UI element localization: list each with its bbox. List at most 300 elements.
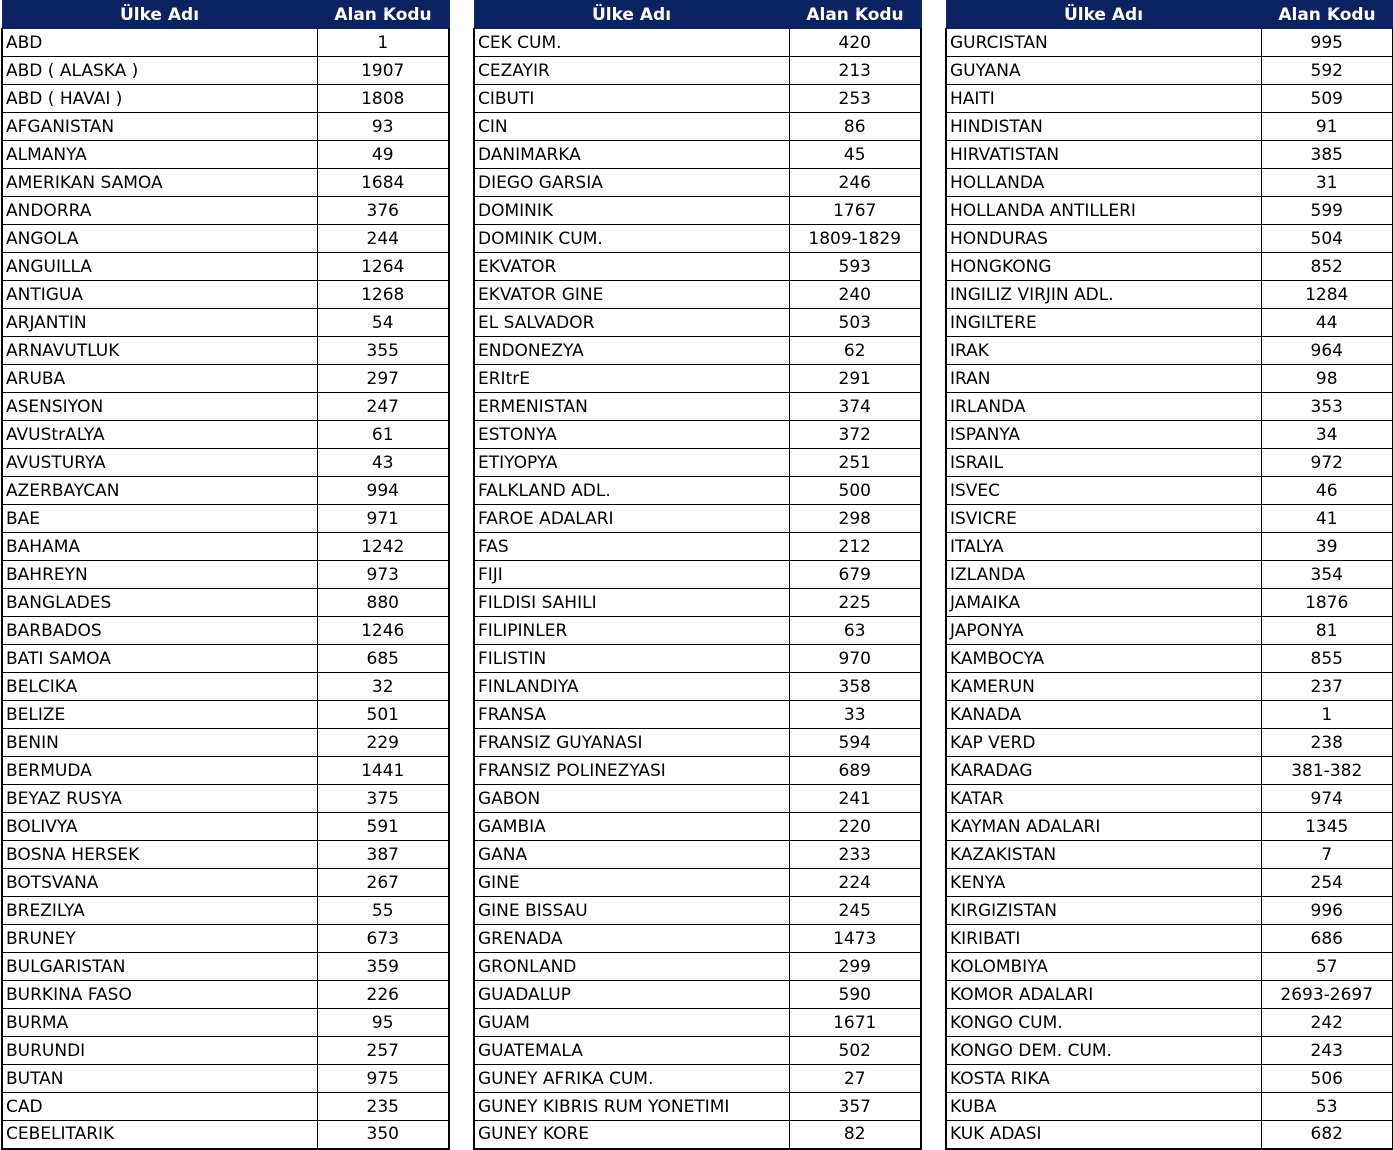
country-name-cell: IRLANDA <box>946 393 1261 421</box>
table-row <box>2 281 449 309</box>
area-code-cell: 374 <box>789 393 921 421</box>
country-name-cell: ERMENISTAN <box>474 393 789 421</box>
table-row <box>946 85 1393 113</box>
country-name-cell: AZERBAYCAN <box>2 477 317 505</box>
area-code-cell: 32 <box>317 673 449 701</box>
country-name-cell: FINLANDIYA <box>474 673 789 701</box>
area-code-cell: 358 <box>789 673 921 701</box>
country-name-cell: KONGO DEM. CUM. <box>946 1037 1261 1065</box>
table-row <box>946 29 1393 57</box>
country-name-cell: CIBUTI <box>474 85 789 113</box>
country-name-cell: ABD ( HAVAI ) <box>2 85 317 113</box>
country-name-cell: HIRVATISTAN <box>946 141 1261 169</box>
table-row <box>2 57 449 85</box>
table-row <box>2 393 449 421</box>
table-row <box>474 813 921 841</box>
country-name-cell: CIN <box>474 113 789 141</box>
area-code-cell: 247 <box>317 393 449 421</box>
country-name-cell: FAS <box>474 533 789 561</box>
area-code-cell: 591 <box>317 813 449 841</box>
country-name-cell: GUNEY AFRIKA CUM. <box>474 1065 789 1093</box>
area-code-cell: 233 <box>789 841 921 869</box>
country-name-cell: JAMAIKA <box>946 589 1261 617</box>
table-row <box>946 169 1393 197</box>
area-code-cell: 244 <box>317 225 449 253</box>
table-row <box>946 533 1393 561</box>
country-name-cell: KUBA <box>946 1093 1261 1121</box>
area-code-cell: 500 <box>789 477 921 505</box>
table-row <box>2 813 449 841</box>
table-row <box>474 505 921 533</box>
table-row <box>474 701 921 729</box>
country-name-cell: ISVEC <box>946 477 1261 505</box>
area-code-cell: 54 <box>317 309 449 337</box>
area-code-cell: 1473 <box>789 925 921 953</box>
table-row <box>474 953 921 981</box>
country-name-cell: BRUNEY <box>2 925 317 953</box>
country-name-cell: ANGOLA <box>2 225 317 253</box>
country-name-cell: ETIYOPYA <box>474 449 789 477</box>
country-header: Ülke Adı <box>946 1 1261 29</box>
country-name-cell: ISRAIL <box>946 449 1261 477</box>
area-code-cell: 372 <box>789 421 921 449</box>
table-row <box>946 393 1393 421</box>
area-code-cell: 251 <box>789 449 921 477</box>
country-name-cell: KAMERUN <box>946 673 1261 701</box>
country-name-cell: GUNEY KORE <box>474 1121 789 1149</box>
country-name-cell: AVUStrALYA <box>2 421 317 449</box>
country-name-cell: ENDONEZYA <box>474 337 789 365</box>
area-code-cell: 242 <box>1261 1009 1393 1037</box>
country-name-cell: GUNEY KIBRIS RUM YONETIMI <box>474 1093 789 1121</box>
country-name-cell: DANIMARKA <box>474 141 789 169</box>
country-name-cell: BANGLADES <box>2 589 317 617</box>
area-code-cell: 995 <box>1261 29 1393 57</box>
table-row <box>946 701 1393 729</box>
table-row <box>474 365 921 393</box>
area-code-cell: 682 <box>1261 1121 1393 1149</box>
area-code-cell: 381-382 <box>1261 757 1393 785</box>
country-name-cell: GANA <box>474 841 789 869</box>
table-row <box>2 225 449 253</box>
country-name-cell: ISVICRE <box>946 505 1261 533</box>
table-row <box>474 1009 921 1037</box>
table-row <box>474 533 921 561</box>
table-row <box>946 1065 1393 1093</box>
country-name-cell: HAITI <box>946 85 1261 113</box>
area-code-cell: 855 <box>1261 645 1393 673</box>
country-name-cell: FIJI <box>474 561 789 589</box>
table-row <box>946 449 1393 477</box>
area-code-cell: 509 <box>1261 85 1393 113</box>
country-name-cell: KOMOR ADALARI <box>946 981 1261 1009</box>
country-name-cell: KOSTA RIKA <box>946 1065 1261 1093</box>
country-name-cell: INGILIZ VIRJIN ADL. <box>946 281 1261 309</box>
table-row <box>946 869 1393 897</box>
table-row <box>474 841 921 869</box>
table-row <box>2 869 449 897</box>
area-code-cell: 82 <box>789 1121 921 1149</box>
area-code-cell: 241 <box>789 785 921 813</box>
table-row <box>2 337 449 365</box>
country-name-cell: BUTAN <box>2 1065 317 1093</box>
area-code-cell: 679 <box>789 561 921 589</box>
country-name-cell: AFGANISTAN <box>2 113 317 141</box>
country-name-cell: EL SALVADOR <box>474 309 789 337</box>
table-row <box>2 617 449 645</box>
area-code-cell: 229 <box>317 729 449 757</box>
country-name-cell: KARADAG <box>946 757 1261 785</box>
area-code-cell: 355 <box>317 337 449 365</box>
table-row <box>2 757 449 785</box>
table-row <box>474 141 921 169</box>
area-code-cell: 57 <box>1261 953 1393 981</box>
country-name-cell: ABD <box>2 29 317 57</box>
area-code-cell: 1268 <box>317 281 449 309</box>
table-row <box>2 1009 449 1037</box>
country-name-cell: BERMUDA <box>2 757 317 785</box>
area-code-cell: 420 <box>789 29 921 57</box>
area-code-cell: 1246 <box>317 617 449 645</box>
country-name-cell: ARJANTIN <box>2 309 317 337</box>
table-row <box>474 393 921 421</box>
table-row <box>2 673 449 701</box>
table-row <box>474 673 921 701</box>
country-name-cell: AMERIKAN SAMOA <box>2 169 317 197</box>
country-name-cell: DOMINIK <box>474 197 789 225</box>
table-row <box>474 981 921 1009</box>
country-name-cell: FILDISI SAHILI <box>474 589 789 617</box>
table-row <box>2 645 449 673</box>
table-row <box>2 113 449 141</box>
area-code-cell: 237 <box>1261 673 1393 701</box>
country-name-cell: FILISTIN <box>474 645 789 673</box>
area-code-cell: 246 <box>789 169 921 197</box>
area-code-cell: 253 <box>789 85 921 113</box>
table-row <box>946 365 1393 393</box>
area-code-cell: 970 <box>789 645 921 673</box>
country-name-cell: JAPONYA <box>946 617 1261 645</box>
table-row <box>2 85 449 113</box>
country-name-cell: BREZILYA <box>2 897 317 925</box>
area-code-cell: 1 <box>1261 701 1393 729</box>
area-code-cell: 593 <box>789 253 921 281</box>
table-row <box>474 617 921 645</box>
table-row <box>2 1037 449 1065</box>
country-name-cell: KONGO CUM. <box>946 1009 1261 1037</box>
country-name-cell: GURCISTAN <box>946 29 1261 57</box>
table-row <box>474 925 921 953</box>
country-name-cell: CEK CUM. <box>474 29 789 57</box>
country-name-cell: BAHAMA <box>2 533 317 561</box>
table-row <box>2 1093 449 1121</box>
area-code-cell: 226 <box>317 981 449 1009</box>
table-row <box>474 197 921 225</box>
area-code-cell: 27 <box>789 1065 921 1093</box>
table-row <box>946 589 1393 617</box>
area-code-cell: 245 <box>789 897 921 925</box>
table-row <box>946 953 1393 981</box>
area-code-cell: 964 <box>1261 337 1393 365</box>
country-name-cell: ESTONYA <box>474 421 789 449</box>
table-row <box>946 757 1393 785</box>
country-name-cell: CEZAYIR <box>474 57 789 85</box>
table-row <box>474 421 921 449</box>
country-name-cell: DOMINIK CUM. <box>474 225 789 253</box>
area-code-cell: 243 <box>1261 1037 1393 1065</box>
table-row <box>474 477 921 505</box>
country-name-cell: BATI SAMOA <box>2 645 317 673</box>
area-code-cell: 501 <box>317 701 449 729</box>
country-header: Ülke Adı <box>474 1 789 29</box>
country-name-cell: ISPANYA <box>946 421 1261 449</box>
area-code-cell: 350 <box>317 1121 449 1149</box>
table-row <box>946 561 1393 589</box>
country-name-cell: KAP VERD <box>946 729 1261 757</box>
country-name-cell: BURUNDI <box>2 1037 317 1065</box>
table-row <box>474 869 921 897</box>
area-code-cell: 1284 <box>1261 281 1393 309</box>
table-row <box>946 337 1393 365</box>
code-header: Alan Kodu <box>317 1 449 29</box>
area-code-cell: 353 <box>1261 393 1393 421</box>
area-code-cell: 95 <box>317 1009 449 1037</box>
area-code-cell: 357 <box>789 1093 921 1121</box>
area-code-cell: 971 <box>317 505 449 533</box>
country-name-cell: GUYANA <box>946 57 1261 85</box>
table-row <box>946 309 1393 337</box>
area-code-cell: 91 <box>1261 113 1393 141</box>
table-row <box>474 169 921 197</box>
country-name-cell: IZLANDA <box>946 561 1261 589</box>
table-row <box>474 645 921 673</box>
table-row <box>946 981 1393 1009</box>
table-row <box>946 897 1393 925</box>
country-name-cell: KUK ADASI <box>946 1121 1261 1149</box>
country-name-cell: ARNAVUTLUK <box>2 337 317 365</box>
country-name-cell: HOLLANDA ANTILLERI <box>946 197 1261 225</box>
area-code-cell: 1684 <box>317 169 449 197</box>
table-row <box>474 729 921 757</box>
table-row <box>2 197 449 225</box>
table-row <box>946 617 1393 645</box>
country-name-cell: GUAM <box>474 1009 789 1037</box>
table-row <box>2 953 449 981</box>
table-row <box>946 141 1393 169</box>
table-row <box>946 1121 1393 1149</box>
country-name-cell: GRONLAND <box>474 953 789 981</box>
table-row <box>946 673 1393 701</box>
table-row <box>2 421 449 449</box>
area-code-cell: 689 <box>789 757 921 785</box>
area-code-cell: 1671 <box>789 1009 921 1037</box>
country-name-cell: GUATEMALA <box>474 1037 789 1065</box>
country-name-cell: BOSNA HERSEK <box>2 841 317 869</box>
code-header: Alan Kodu <box>1261 1 1393 29</box>
table-row <box>2 1121 449 1149</box>
table-row <box>946 785 1393 813</box>
table-row <box>946 925 1393 953</box>
country-name-cell: AVUSTURYA <box>2 449 317 477</box>
area-code-cell: 240 <box>789 281 921 309</box>
area-code-cell: 224 <box>789 869 921 897</box>
table-row <box>946 253 1393 281</box>
table-row <box>946 841 1393 869</box>
table-row <box>2 925 449 953</box>
area-code-cell: 972 <box>1261 449 1393 477</box>
area-code-cell: 46 <box>1261 477 1393 505</box>
country-name-cell: BOTSVANA <box>2 869 317 897</box>
table-row <box>2 477 449 505</box>
country-name-cell: BELCIKA <box>2 673 317 701</box>
country-name-cell: BEYAZ RUSYA <box>2 785 317 813</box>
country-name-cell: ERItrE <box>474 365 789 393</box>
table-row <box>946 1093 1393 1121</box>
area-code-cell: 1767 <box>789 197 921 225</box>
country-name-cell: HONDURAS <box>946 225 1261 253</box>
table-row <box>2 561 449 589</box>
country-name-cell: FRANSIZ GUYANASI <box>474 729 789 757</box>
table-row <box>946 477 1393 505</box>
country-name-cell: KANADA <box>946 701 1261 729</box>
country-name-cell: KAMBOCYA <box>946 645 1261 673</box>
country-name-cell: BENIN <box>2 729 317 757</box>
area-code-table-1 <box>1 0 450 1150</box>
country-name-cell: HINDISTAN <box>946 113 1261 141</box>
table-row <box>474 281 921 309</box>
table-row <box>2 785 449 813</box>
table-row <box>946 421 1393 449</box>
area-code-cell: 1907 <box>317 57 449 85</box>
table-row <box>474 449 921 477</box>
area-code-cell: 974 <box>1261 785 1393 813</box>
country-name-cell: BOLIVYA <box>2 813 317 841</box>
area-code-cell: 34 <box>1261 421 1393 449</box>
table-row <box>474 589 921 617</box>
table-row <box>2 589 449 617</box>
country-name-cell: BURMA <box>2 1009 317 1037</box>
area-code-cell: 213 <box>789 57 921 85</box>
area-code-cell: 86 <box>789 113 921 141</box>
table-row <box>474 1037 921 1065</box>
area-code-cell: 33 <box>789 701 921 729</box>
area-code-cell: 592 <box>1261 57 1393 85</box>
table-row <box>2 309 449 337</box>
table-row <box>2 841 449 869</box>
table-row <box>2 365 449 393</box>
table-row <box>2 533 449 561</box>
area-code-cell: 973 <box>317 561 449 589</box>
area-code-cell: 291 <box>789 365 921 393</box>
table-row <box>946 813 1393 841</box>
area-code-cell: 45 <box>789 141 921 169</box>
area-code-cell: 98 <box>1261 365 1393 393</box>
area-code-cell: 297 <box>317 365 449 393</box>
table-row <box>2 253 449 281</box>
country-name-cell: ANDORRA <box>2 197 317 225</box>
table-row <box>2 505 449 533</box>
area-code-cell: 359 <box>317 953 449 981</box>
area-code-cell: 376 <box>317 197 449 225</box>
table-row <box>474 1065 921 1093</box>
country-name-cell: GUADALUP <box>474 981 789 1009</box>
area-code-cell: 7 <box>1261 841 1393 869</box>
area-code-cell: 1 <box>317 29 449 57</box>
table-row <box>474 29 921 57</box>
table-row <box>2 701 449 729</box>
area-code-cell: 594 <box>789 729 921 757</box>
country-name-cell: ITALYA <box>946 533 1261 561</box>
table-row <box>474 785 921 813</box>
country-name-cell: EKVATOR <box>474 253 789 281</box>
country-name-cell: HOLLANDA <box>946 169 1261 197</box>
table-row <box>946 505 1393 533</box>
country-name-cell: IRAK <box>946 337 1261 365</box>
country-name-cell: KAZAKISTAN <box>946 841 1261 869</box>
area-code-cell: 41 <box>1261 505 1393 533</box>
area-code-cell: 238 <box>1261 729 1393 757</box>
area-code-cell: 55 <box>317 897 449 925</box>
country-name-cell: FAROE ADALARI <box>474 505 789 533</box>
area-code-cell: 686 <box>1261 925 1393 953</box>
country-name-cell: FRANSIZ POLINEZYASI <box>474 757 789 785</box>
table-row <box>474 1121 921 1149</box>
country-name-cell: BARBADOS <box>2 617 317 645</box>
country-name-cell: ALMANYA <box>2 141 317 169</box>
area-code-cell: 254 <box>1261 869 1393 897</box>
country-name-cell: DIEGO GARSIA <box>474 169 789 197</box>
table-row <box>474 337 921 365</box>
country-name-cell: FILIPINLER <box>474 617 789 645</box>
table-row <box>946 729 1393 757</box>
country-name-cell: BAE <box>2 505 317 533</box>
table-row <box>946 57 1393 85</box>
area-code-cell: 502 <box>789 1037 921 1065</box>
country-name-cell: BELIZE <box>2 701 317 729</box>
country-name-cell: GINE <box>474 869 789 897</box>
table-row <box>474 1093 921 1121</box>
table-row <box>2 729 449 757</box>
area-code-cell: 385 <box>1261 141 1393 169</box>
table-row <box>2 29 449 57</box>
area-code-cell: 235 <box>317 1093 449 1121</box>
area-code-cell: 590 <box>789 981 921 1009</box>
area-code-cell: 43 <box>317 449 449 477</box>
country-name-cell: KATAR <box>946 785 1261 813</box>
country-name-cell: GINE BISSAU <box>474 897 789 925</box>
table-row <box>2 449 449 477</box>
country-name-cell: HONGKONG <box>946 253 1261 281</box>
country-header: Ülke Adı <box>2 1 317 29</box>
country-name-cell: ANTIGUA <box>2 281 317 309</box>
table-row <box>474 225 921 253</box>
table-row <box>474 85 921 113</box>
code-header: Alan Kodu <box>789 1 921 29</box>
area-code-cell: 2693-2697 <box>1261 981 1393 1009</box>
table-row <box>946 645 1393 673</box>
area-code-cell: 1876 <box>1261 589 1393 617</box>
area-code-cell: 81 <box>1261 617 1393 645</box>
country-name-cell: ANGUILLA <box>2 253 317 281</box>
country-name-cell: KIRGIZISTAN <box>946 897 1261 925</box>
table-row <box>946 1037 1393 1065</box>
area-code-table-2 <box>473 0 922 1150</box>
country-name-cell: EKVATOR GINE <box>474 281 789 309</box>
area-code-cell: 220 <box>789 813 921 841</box>
table-row <box>2 981 449 1009</box>
area-code-cell: 354 <box>1261 561 1393 589</box>
table-row <box>946 225 1393 253</box>
